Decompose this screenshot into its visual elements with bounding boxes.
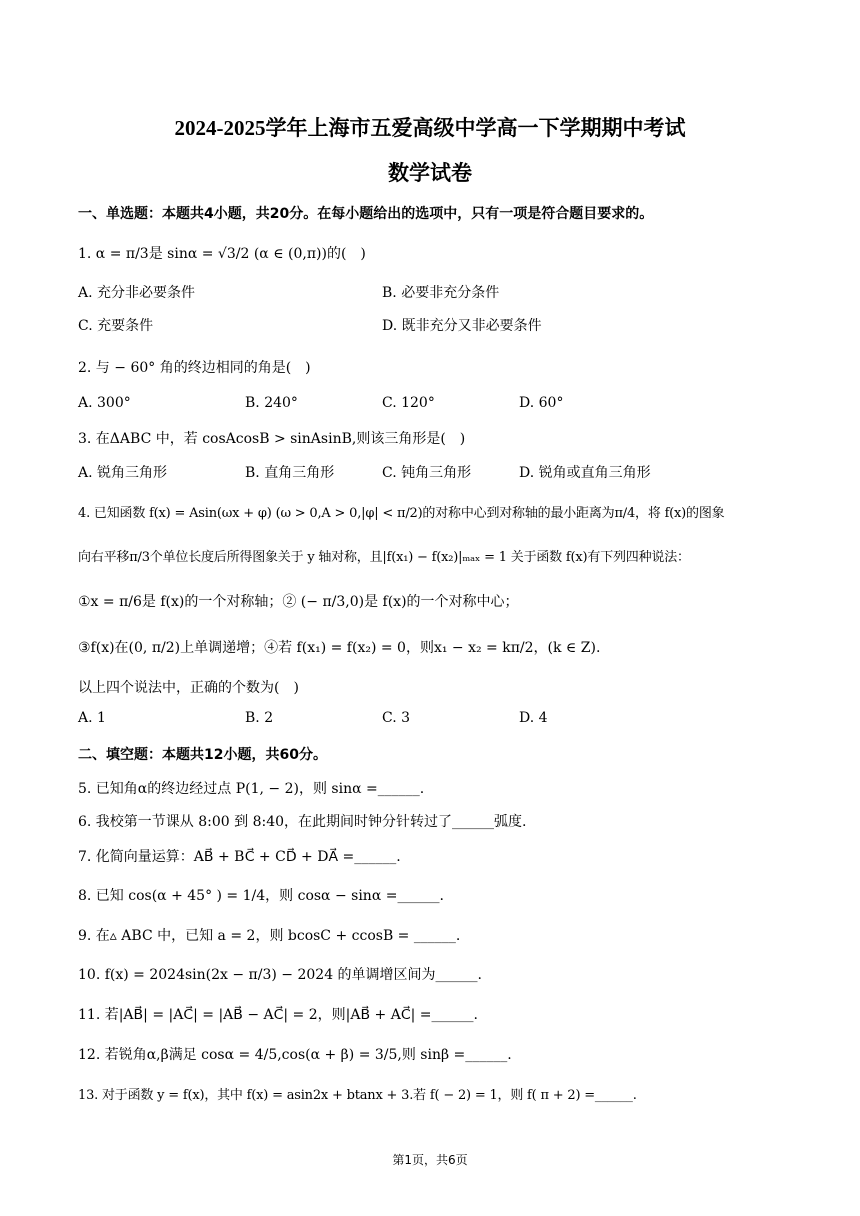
question-1-option-a: A. 充分非必要条件 [78,285,196,301]
section-heading-single-choice: 一、单选题：本题共4小题，共20分。在每小题给出的选项中，只有一项是符合题目要求的。 [78,206,654,222]
question-1-option-b: B. 必要非充分条件 [382,285,500,301]
question-3-option-c: C. 钝角三角形 [382,465,472,481]
exam-title: 2024-2025学年上海市五爱高级中学高一下学期期中考试 [174,116,686,140]
question-4-line-2: 向右平移π/3个单位长度后所得图象关于 y 轴对称，且|f(x₁) − f(x₂)|ₘₐₓ = 1 关于函数 f(x)有下列四种说法： [78,550,690,565]
question-4-line-4: ③f(x)在(0, π/2)上单调递增；④若 f(x₁) = f(x₂) = 0，则x₁ − x₂ = kπ/2，(k ∈ Z). [78,640,601,656]
question-1-stem: 1. α = π/3是 sinα = √3/2 (α ∈ (0,π))的( ) [78,246,366,262]
question-3-stem: 3. 在ΔABC 中，若 cosAcosB > sinAsinB,则该三角形是( ) [78,431,466,447]
question-11: 11. 若|AB⃗| = |AC⃗| = |AB⃗ − AC⃗| = 2，则|AB⃗ + AC⃗| =______. [78,1007,478,1023]
question-2-option-b: B. 240° [245,395,298,411]
question-3-option-a: A. 锐角三角形 [78,465,168,481]
question-4-option-d: D. 4 [519,710,548,726]
section-heading-fill-blank: 二、填空题：本题共12小题，共60分。 [78,747,327,763]
question-12: 12. 若锐角α,β满足 cosα = 4/5,cos(α + β) = 3/5,则 sinβ =______. [78,1047,512,1063]
question-2-option-c: C. 120° [382,395,435,411]
question-1-option-d: D. 既非充分又非必要条件 [382,318,542,334]
question-9: 9. 在▵ ABC 中，已知 a = 2，则 bcosC + ccosB = ______. [78,928,461,944]
question-8: 8. 已知 cos(α + 45° ) = 1/4，则 cosα − sinα =______. [78,888,444,904]
question-4-option-c: C. 3 [382,710,411,726]
question-2-stem: 2. 与 − 60° 角的终边相同的角是( ) [78,360,311,376]
question-6: 6. 我校第一节课从 8:00 到 8:40，在此期间时钟分针转过了______弧度. [78,814,527,830]
question-5: 5. 已知角α的终边经过点 P(1, − 2)，则 sinα =______. [78,781,425,797]
question-13: 13. 对于函数 y = f(x)，其中 f(x) = asin2x + btanx + 3.若 f( − 2) = 1，则 f( π + 2) =______. [78,1088,637,1103]
question-4-option-b: B. 2 [245,710,274,726]
question-3-option-b: B. 直角三角形 [245,465,335,481]
question-4-line-3: ①x = π/6是 f(x)的一个对称轴；② (− π/3,0)是 f(x)的一个对称中心； [78,594,519,610]
question-4-option-a: A. 1 [78,710,106,726]
question-2-option-d: D. 60° [519,395,564,411]
question-7: 7. 化简向量运算：AB⃗ + BC⃗ + CD⃗ + DA⃗ =______. [78,849,401,865]
question-3-option-d: D. 锐角或直角三角形 [519,465,651,481]
question-4-line-1: 4. 已知函数 f(x) = Asin(ωx + φ) (ω > 0,A > 0,|φ| < π/2)的对称中心到对称轴的最小距离为π/4，将 f(x)的图象 [78,506,725,521]
question-4-line-5: 以上四个说法中，正确的个数为( ) [78,680,299,696]
question-10: 10. f(x) = 2024sin(2x − π/3) − 2024 的单调增区间为______. [78,967,482,983]
question-2-option-a: A. 300° [78,395,131,411]
page-footer: 第1页，共6页 [392,1153,468,1167]
exam-subtitle: 数学试卷 [388,161,472,185]
question-1-option-c: C. 充要条件 [78,318,154,334]
